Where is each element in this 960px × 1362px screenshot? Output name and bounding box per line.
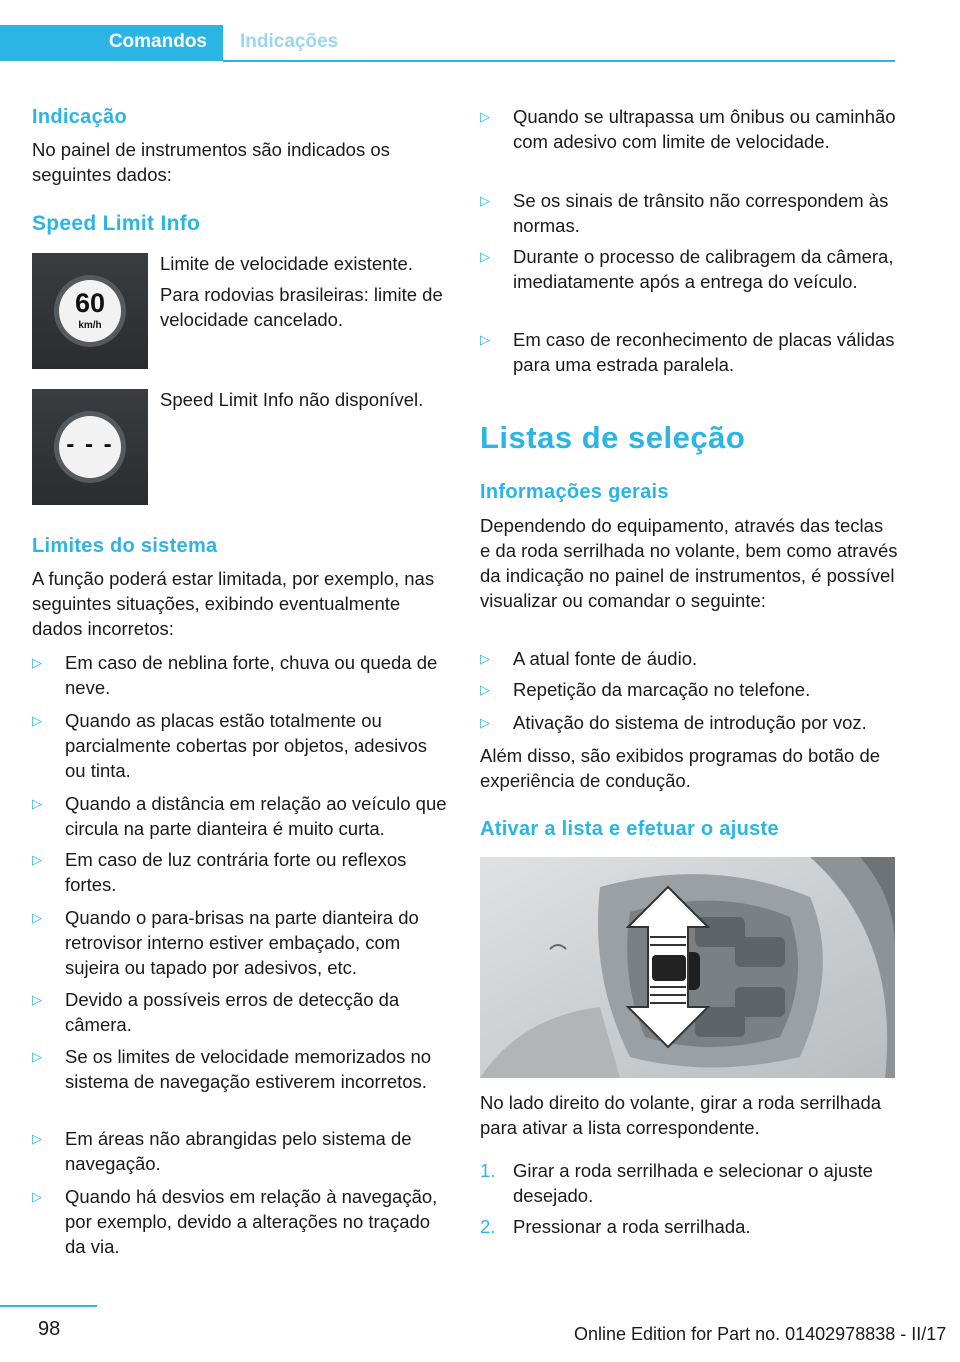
- ativar-heading: Ativar a lista e efetuar o ajuste: [480, 818, 779, 840]
- header-rule: [223, 60, 895, 62]
- list-item: ▷ Se os limites de velocidade memorizados no sistema de navegação estiverem incorretos.: [32, 1046, 432, 1092]
- icon1-text1: Limite de velocidade existente.: [160, 253, 413, 274]
- triangle-bullet-icon: ▷: [32, 655, 42, 670]
- info-text: Dependendo do equipamento, através das teclas e da roda serrilhada no volante, bem como através da indicação no painel de instrumentos, é possível visualizar ou comandar o seguinte:: [480, 515, 898, 611]
- steering-wheel-icon: [480, 857, 895, 1078]
- list-item: ▷ Em áreas não abrangidas pelo sistema de navegação.: [32, 1128, 412, 1174]
- list-item: ▷ Quando o para-brisas na parte dianteira do retrovisor interno estiver embaçado, com sujeira ou tapado por adesivos, etc.: [32, 907, 419, 978]
- limites-text: A função poderá estar limitada, por exemplo, nas seguintes situações, exibindo eventualmente dados incorretos:: [32, 568, 435, 639]
- list-item: ▷ Devido a possíveis erros de detecção da câmera.: [32, 989, 400, 1035]
- sign-unit: km/h: [78, 320, 102, 331]
- step-item: 2. Pressionar a roda serrilhada.: [480, 1216, 751, 1237]
- triangle-bullet-icon: ▷: [480, 332, 490, 347]
- tab-comandos-label: Comandos: [108, 31, 207, 52]
- list-item: ▷ A atual fonte de áudio.: [480, 648, 698, 669]
- icon1-text2: Para rodovias brasileiras: limite de velocidade cancelado.: [160, 284, 443, 330]
- sign-value: 60: [74, 288, 106, 318]
- info-heading: Informações gerais: [480, 481, 669, 503]
- triangle-bullet-icon: ▷: [480, 109, 490, 124]
- list-item: ▷ Repetição da marcação no telefone.: [480, 679, 811, 700]
- limites-heading: Limites do sistema: [32, 535, 218, 557]
- list-item: ▷ Em caso de neblina forte, chuva ou queda de neve.: [32, 652, 438, 698]
- triangle-bullet-icon: ▷: [480, 651, 490, 666]
- list-item: ▷ Ativação do sistema de introdução por voz.: [480, 712, 867, 733]
- step-number: 1.: [480, 1160, 496, 1181]
- listas-heading: Listas de seleção: [480, 420, 746, 455]
- info-after-text: Além disso, são exibidos programas do botão de experiência de condução.: [480, 745, 881, 791]
- edition-text: Online Edition for Part no. 01402978838 - II/17: [574, 1324, 947, 1344]
- triangle-bullet-icon: ▷: [480, 715, 490, 730]
- triangle-bullet-icon: ▷: [480, 682, 490, 697]
- tab-comandos[interactable]: [0, 25, 223, 61]
- triangle-bullet-icon: ▷: [32, 852, 42, 867]
- step-item: 1. Girar a roda serrilhada e selecionar o ajuste desejado.: [480, 1160, 873, 1206]
- triangle-bullet-icon: ▷: [32, 1131, 42, 1146]
- list-item: ▷ Quando a distância em relação ao veículo que circula na parte dianteira é muito curta.: [32, 793, 447, 839]
- step-number: 2.: [480, 1216, 496, 1237]
- list-item: ▷ Durante o processo de calibragem da câmera, imediatamente após a entrega do veículo.: [480, 246, 894, 292]
- speed-sign-60-icon: [59, 280, 121, 342]
- page-number: 98: [38, 1318, 61, 1340]
- list-item: ▷ Quando há desvios em relação à navegação, por exemplo, devido a alterações no traçado da via.: [32, 1186, 438, 1257]
- triangle-bullet-icon: ▷: [32, 796, 42, 811]
- list-item: ▷ Se os sinais de trânsito não correspondem às normas.: [480, 190, 889, 236]
- list-item: ▷ Em caso de luz contrária forte ou reflexos fortes.: [32, 849, 407, 895]
- triangle-bullet-icon: ▷: [32, 713, 42, 728]
- tab-indicacoes[interactable]: Indicações: [240, 31, 339, 52]
- list-item: ▷ Quando as placas estão totalmente ou parcialmente cobertas por objetos, adesivos ou tinta.: [32, 710, 427, 781]
- wheel-caption: No lado direito do volante, girar a roda serrilhada para ativar a lista correspondente.: [480, 1092, 882, 1138]
- triangle-bullet-icon: ▷: [32, 992, 42, 1007]
- triangle-bullet-icon: ▷: [32, 910, 42, 925]
- indicacao-text: No painel de instrumentos são indicados os seguintes dados:: [32, 139, 390, 185]
- steering-wheel-illustration: [480, 857, 895, 1078]
- speed-limit-unavailable-icon: [32, 389, 148, 505]
- speed-limit-heading: Speed Limit Info: [32, 212, 201, 235]
- list-item: ▷ Quando se ultrapassa um ônibus ou caminhão com adesivo com limite de velocidade.: [480, 106, 896, 152]
- footer-rule: [0, 1305, 97, 1307]
- list-item: ▷ Em caso de reconhecimento de placas válidas para uma estrada paralela.: [480, 329, 895, 375]
- speed-limit-icon: [32, 253, 148, 369]
- triangle-bullet-icon: ▷: [480, 193, 490, 208]
- triangle-bullet-icon: ▷: [480, 249, 490, 264]
- triangle-bullet-icon: ▷: [32, 1049, 42, 1064]
- icon2-text: Speed Limit Info não disponível.: [160, 389, 424, 410]
- triangle-bullet-icon: ▷: [32, 1189, 42, 1204]
- speed-sign-dashes-icon: [59, 416, 121, 478]
- sign-dashes: - - -: [66, 431, 114, 458]
- header-tabs: [0, 25, 895, 61]
- indicacao-heading: Indicação: [32, 106, 127, 128]
